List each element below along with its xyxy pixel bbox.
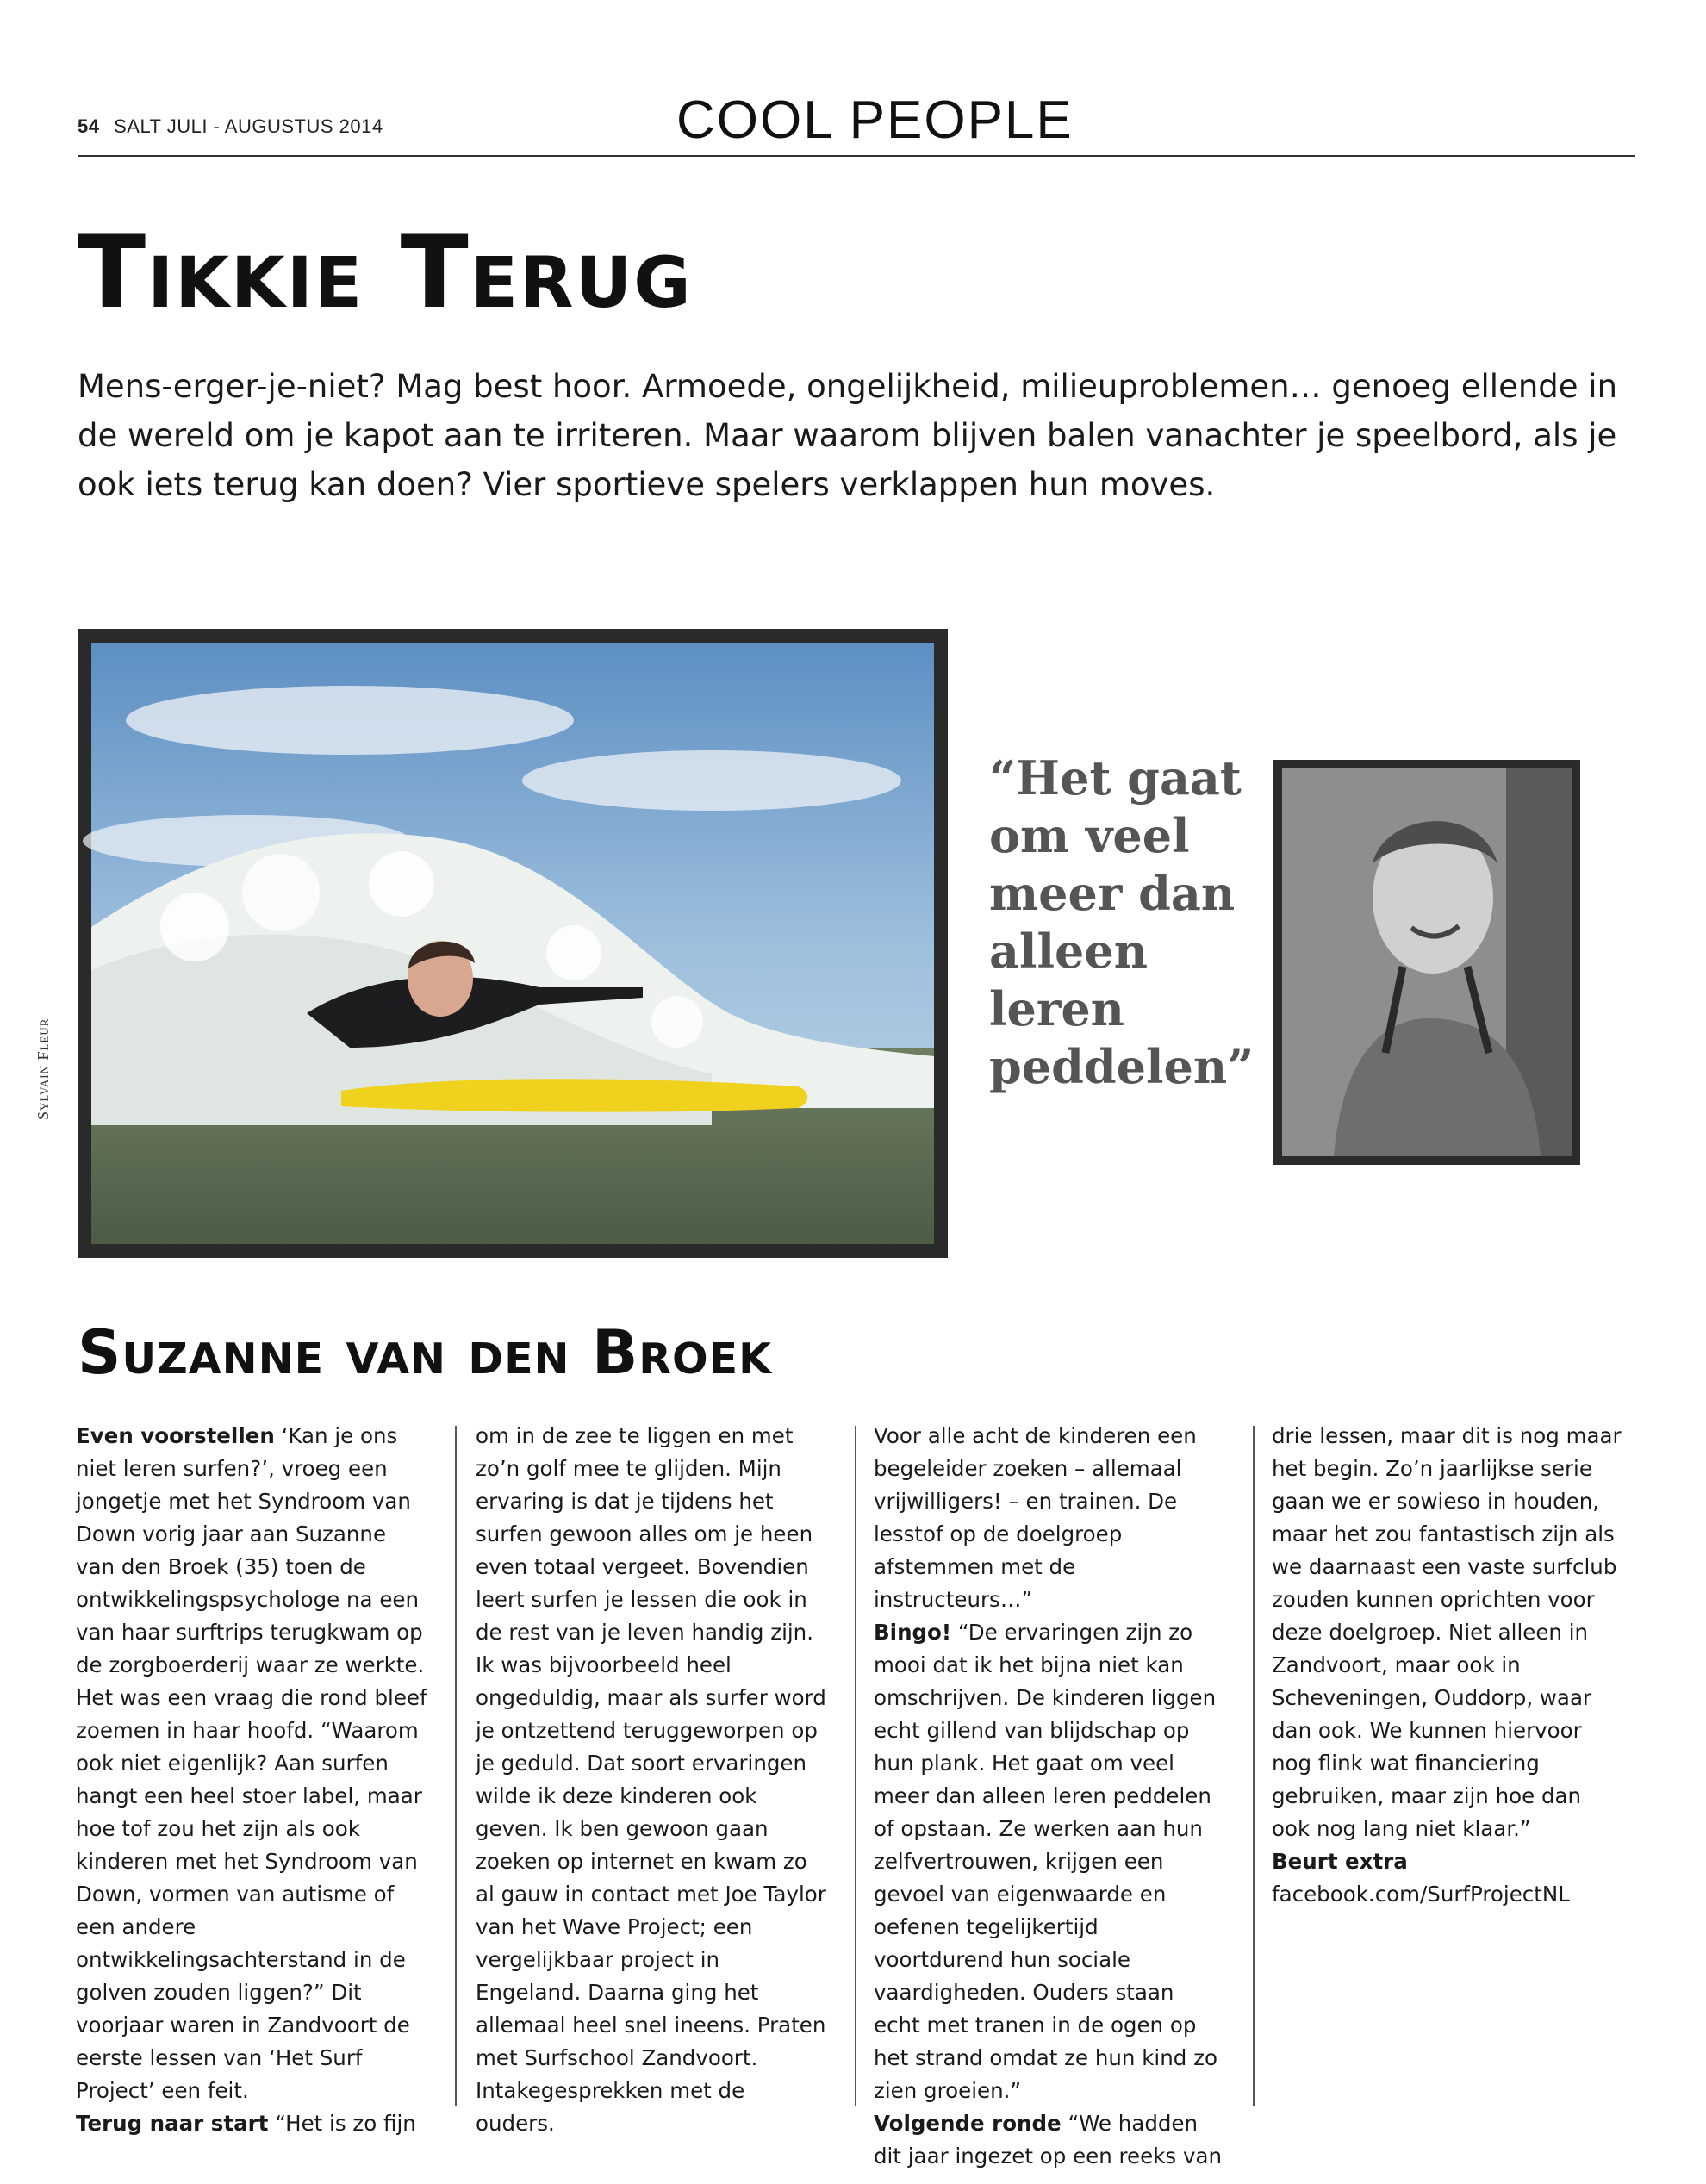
article-column-2: [476, 1420, 827, 2136]
page-info: [78, 115, 383, 138]
magazine-issue: SALT JULI - AUGUSTUS 2014: [114, 115, 383, 137]
paragraph-text: Voor alle acht de kinderen een begeleider zoeken – allemaal vrijwilligers! – en trainen. De lesstof op de doelgroep afstemmen met de instructeurs…”: [874, 1423, 1197, 1612]
section-title: COOL PEOPLE: [676, 90, 1074, 150]
column-paragraph: [76, 2107, 427, 2140]
paragraph-text: “We hadden dit jaar ingezet op een reeks van: [874, 2111, 1222, 2168]
article-column-4: [1272, 1420, 1623, 2109]
article-column-3: [874, 1420, 1225, 2168]
paragraph-text: facebook.com/SurfProjectNL: [1272, 1882, 1570, 1907]
column-paragraph: [874, 2107, 1225, 2173]
column-paragraph: [1272, 1845, 1623, 1911]
column-divider: [855, 1426, 856, 2106]
column-paragraph: [476, 1420, 827, 2140]
person-name: Suzanne van den Broek: [78, 1317, 773, 1388]
paragraph-lead: Even voorstellen: [76, 1423, 275, 1448]
column-paragraph: [874, 1616, 1225, 2107]
column-paragraph: [1272, 1420, 1623, 1845]
column-divider: [1253, 1426, 1255, 2106]
pull-quote: “Het gaat om veel meer dan alleen leren peddelen”: [989, 750, 1255, 1094]
paragraph-lead: Volgende ronde: [874, 2111, 1062, 2136]
article-intro: Mens-erger-je-niet? Mag best hoor. Armoede, ongelijkheid, milieuproblemen… genoeg ellende in de wereld om je kapot aan te irriteren. Maar waarom blijven balen vanachter je speelbord, als je ook iets terug kan doen? Vier sportieve spelers verklappen hun moves.: [78, 368, 1618, 503]
paragraph-text: “Het is zo fijn: [268, 2111, 416, 2136]
page-number: 54: [78, 115, 100, 137]
surfer-photo: [78, 629, 948, 1258]
article-title: Tikkie Terug: [78, 215, 693, 331]
paragraph-text: ‘Kan je ons niet leren surfen?’, vroeg een jongetje met het Syndroom van Down vorig jaar aan Suzanne van den Broek (35) toen de ontwikkelingspsychologe na een van haar surftrips terugkwam op de zorgboerderij waar ze werkte. Het was een vraag die rond bleef zoemen in haar hoofd. “Waarom ook niet eigenlijk? Aan surfen hangt een heel stoer label, maar hoe tof zou het zijn als ook kinderen met het Syndroom van Down, vormen van autisme of een andere ontwikkelingsachterstand in de golven zouden liggen?” Dit voorjaar waren in Zandvoort de eerste lessen van ‘Het Surf Project’ een feit.: [76, 1423, 427, 2103]
page-header: [78, 86, 1635, 157]
paragraph-lead: Beurt extra: [1272, 1849, 1408, 1874]
column-paragraph: [76, 1420, 427, 2107]
column-divider: [455, 1426, 457, 2106]
paragraph-lead: Terug naar start: [76, 2111, 269, 2136]
paragraph-text: om in de zee te liggen en met zo’n golf mee te glijden. Mijn ervaring is dat je tijdens het surfen gewoon alles om je heen even totaal vergeet. Bovendien leert surfen je lessen die ook in de rest van je leven handig zijn. Ik was bijvoorbeeld heel ongeduldig, maar als surfer word je ontzettend teruggeworpen op je geduld. Dat soort ervaringen wilde ik deze kinderen ook geven. Ik ben gewoon gaan zoeken op internet en kwam zo al gauw in contact met Joe Taylor van het Wave Project; een vergelijkbaar project in Engeland. Daarna ging het allemaal heel snel ineens. Praten met Surfschool Zandvoort. Intakegesprekken met de ouders.: [476, 1423, 826, 2136]
paragraph-text: “De ervaringen zijn zo mooi dat ik het bijna niet kan omschrijven. De kinderen liggen echt gillend van blijdschap op hun plank. Het gaat om veel meer dan alleen leren peddelen of opstaan. Ze werken aan hun zelfvertrouwen, krijgen een gevoel van eigenwaarde en oefenen tegelijkertijd voortdurend hun sociale vaardigheden. Ouders staan echt met tranen in de ogen op het strand omdat ze hun kind zo zien groeien.”: [874, 1620, 1217, 2103]
portrait-photo: [1273, 760, 1580, 1165]
paragraph-lead: Bingo!: [874, 1620, 952, 1645]
column-paragraph: [874, 1420, 1225, 1616]
paragraph-text: drie lessen, maar dit is nog maar het begin. Zo’n jaarlijkse serie gaan we er sowieso in houden, maar het zou fantastisch zijn als we daarnaast een vaste surfclub zouden kunnen oprichten voor deze doelgroep. Niet alleen in Zandvoort, maar ook in Scheveningen, Ouddorp, waar dan ook. We kunnen hiervoor nog flink wat financiering gebruiken, maar zijn hoe dan ook nog lang niet klaar.”: [1272, 1423, 1622, 1841]
photo-credit: Sylvain Fleur: [34, 1017, 52, 1120]
article-column-1: [76, 1420, 427, 2136]
